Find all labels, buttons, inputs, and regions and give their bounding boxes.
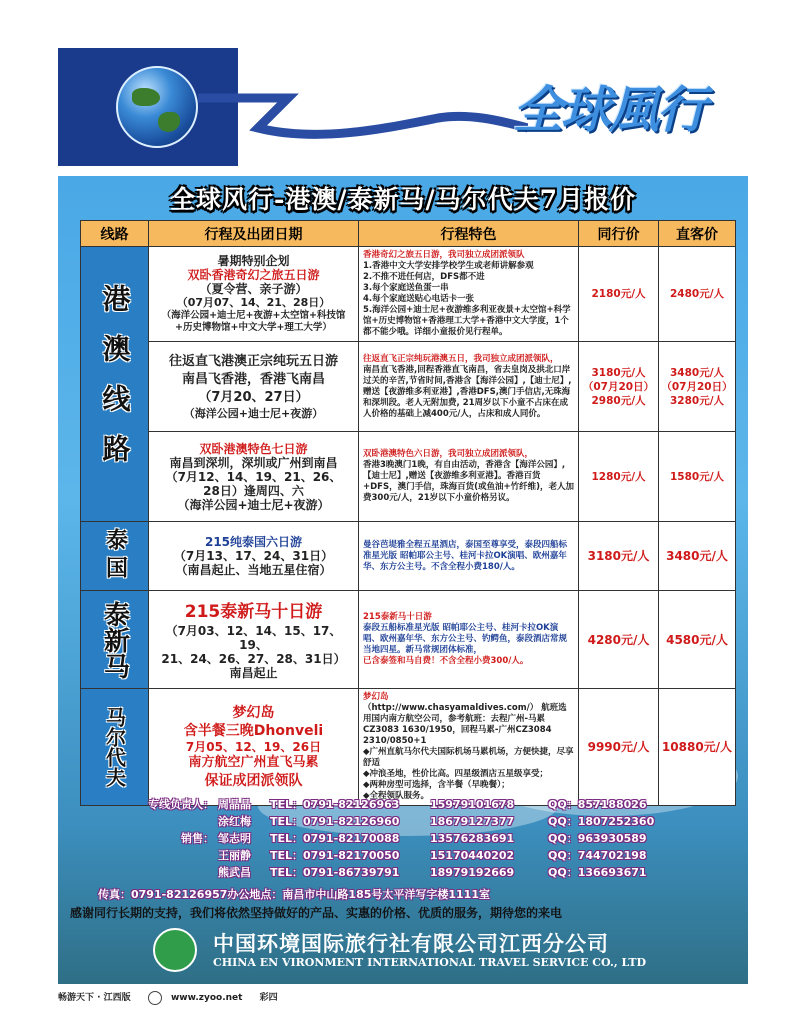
route-taixinma — [81, 591, 149, 689]
contact-list — [98, 796, 738, 881]
col-header-peer-price: 同行价 — [579, 221, 659, 247]
direct-price: 10880元/人 — [659, 689, 736, 806]
page-footer — [58, 990, 748, 1010]
direct-price: 3480元/人 （07月20日） 3280元/人 — [659, 342, 736, 432]
contact-row: 王丽静 TEL：0791-82170050 15170440202 QQ：744702198 — [218, 849, 647, 862]
route-maldives — [81, 689, 149, 806]
price-table — [80, 220, 736, 806]
route-tai — [81, 522, 149, 591]
contact-row: 销售： 邹志明 TEL：0791-82170088 13576283691 QQ：963930589 — [181, 832, 647, 845]
route-label: 马尔代夫 — [102, 707, 127, 787]
header — [58, 48, 748, 166]
table-row — [81, 247, 736, 342]
contact-row: 涂红梅 TEL：0791-82126960 18679127377 QQ：1807252360 — [218, 815, 655, 828]
peer-price: 2180元/人 — [579, 247, 659, 342]
route-label: 泰国 — [102, 528, 128, 584]
peer-price: 4280元/人 — [579, 591, 659, 689]
itinerary-cell: 双卧港澳特色七日游 南昌到深圳，深圳或广州到南昌 （7月12、14、19、21、26、 28日）逢周四、六 （海洋公园+迪士尼+夜游） — [149, 432, 359, 522]
main-poster — [58, 176, 748, 984]
itinerary-cell: 往返直飞港澳正宗纯玩五日游 南昌飞香港，香港飞南昌 （7月20、27日） （海洋公园+迪士尼+夜游） — [149, 342, 359, 432]
poster-title: 全球风行-港澳/泰新马/马尔代夫7月报价 — [169, 185, 637, 214]
direct-price: 4580元/人 — [659, 591, 736, 689]
company-logo-icon — [153, 928, 197, 972]
direct-price: 2480元/人 — [659, 247, 736, 342]
features-cell: 往返直飞正宗纯玩港澳五日，我司独立成团派领队， 南昌直飞香港,回程香港直飞南昌，省去皇岗及拱北口岸过关的辛苦,节省时间,香港含【海洋公园】,【迪士尼】,赠送【夜游维多利亚港】,香港DFS,澳门手信店,无珠海和深圳段。老人无附加费, 21周岁以下小童不占床在成人价格的基础上减400元/人，占床和成人同价。 — [359, 342, 579, 432]
itinerary-cell: 暑期特别企划 双卧香港奇幻之旅五日游 （夏令营、亲子游） （07月07、14、21、28日） （海洋公园+迪士尼+夜游+太空馆+科技馆+历史博物馆+中文大学+理工大学） — [149, 247, 359, 342]
route-gangao — [81, 247, 149, 522]
features-cell: 香港奇幻之旅五日游，我司独立成团派领队 1.香港中文大学安排学校学生或老师讲解参观 2.不推不进任何店，DFS都不进 3.每个家庭送鱼蛋一串 4.每个家庭送贴心电话卡一张 5.海洋公园+迪士尼+夜游维多利亚夜景+太空馆+科学馆+历史博物馆+香港理工大学+香港中文大学度，1个都不能少哦。详细小童报价见行程单。 — [359, 247, 579, 342]
footer-magazine: 畅游天下 · 江西版 — [58, 993, 131, 1003]
col-header-features: 行程特色 — [359, 221, 579, 247]
features-cell: 梦幻岛 （http://www.chasyamaldives.com/） 航班选用国内南方航空公司，参考航班：去程广州-马累CZ3083 1630/1950，回程马累-广州CZ3084 2310/0850+1 ◆广州直航马尔代夫国际机场马累机场，方便快捷，尽享舒适 ◆冲浪圣地，性价比高。四星级酒店五星级享受； ◆两种房型可选择，含半餐（早晚餐）； ◆全程领队服务。 — [359, 689, 579, 806]
contact-row: 熊武昌 TEL：0791-86739791 18979192669 QQ：136693671 — [218, 866, 647, 879]
route-label: 泰新马 — [99, 600, 130, 679]
col-header-route: 线路 — [81, 221, 149, 247]
table-row — [81, 522, 736, 591]
company-name-en: CHINA EN VIRONMENT INTERNATIONAL TRAVEL SERVICE CO., LTD — [213, 956, 647, 969]
footer-url[interactable]: www.zyoo.net — [170, 993, 243, 1003]
itinerary-cell: 215泰新马十日游 （7月03、12、14、15、17、19、 21、24、26、27、28、31日） 南昌起止 — [149, 591, 359, 689]
table-row — [81, 342, 736, 432]
table-row — [81, 689, 736, 806]
peer-price: 3180元/人 — [579, 522, 659, 591]
footer-logo-icon — [148, 991, 162, 1005]
contact-row: 专线负责人： 周晶晶 TEL：0791-82126963 15979101678 QQ：857188026 — [148, 798, 647, 811]
peer-price: 9990元/人 — [579, 689, 659, 806]
fax-address: 传真：0791-82126957办公地点：南昌市中山路185号太平洋写字楼1111室 — [98, 888, 490, 901]
company-block — [153, 928, 743, 978]
footer-page: 彩四 — [259, 993, 278, 1003]
features-cell: 曼谷芭堤雅全程五星酒店，泰国至尊享受，泰段四船标准星光版 昭帕耶公主号、桂河卡拉OK演唱、欧州嘉年华、东方公主号。不含全程小费180/人。 — [359, 522, 579, 591]
company-name-cn: 中国环境国际旅行社有限公司江西分公司 — [213, 931, 609, 956]
features-cell: 215泰新马十日游 泰段五船标准星光版 昭帕耶公主号、桂河卡拉OK演唱、欧州嘉年华、东方公主号、钓鳄鱼，泰段酒店常规当地四星。新马常规团体标准， 已含泰签和马自费！不含全程小费300/人。 — [359, 591, 579, 689]
thanks-message: 感谢同行长期的支持，我们将依然坚持做好的产品、实惠的价格、优质的服务，期待您的来电 — [70, 906, 563, 920]
features-cell: 双卧港澳特色六日游，我司独立成团派领队， 香港3晚澳门1晚，有自由活动，香港含【海洋公园】,【迪士尼】,赠送【夜游维多利亚港】。香港百货+DFS，澳门手信，珠海百货(或鱼油+竹纤维)，老人加费300元/人，21岁以下小童价格另议。 — [359, 432, 579, 522]
table-header-row — [81, 221, 736, 247]
table-row — [81, 432, 736, 522]
swoosh-graphic — [198, 58, 528, 158]
col-header-itinerary: 行程及出团日期 — [149, 221, 359, 247]
direct-price: 1580元/人 — [659, 432, 736, 522]
peer-price: 3180元/人 （07月20日） 2980元/人 — [579, 342, 659, 432]
itinerary-cell: 215纯泰国六日游 （7月13、17、24、31日） （南昌起止、当地五星住宿） — [149, 522, 359, 591]
itinerary-cell: 梦幻岛 含半餐三晚Dhonveli 7月05、12、19、26日 南方航空广州直飞马累 保证成团派领队 — [149, 689, 359, 806]
table-row — [81, 591, 736, 689]
col-header-direct-price: 直客价 — [659, 221, 736, 247]
route-label: 港澳线路 — [98, 284, 132, 484]
globe-icon — [116, 66, 198, 148]
peer-price: 1280元/人 — [579, 432, 659, 522]
brand-logo-text: 全球風行 — [513, 80, 705, 139]
direct-price: 3480元/人 — [659, 522, 736, 591]
